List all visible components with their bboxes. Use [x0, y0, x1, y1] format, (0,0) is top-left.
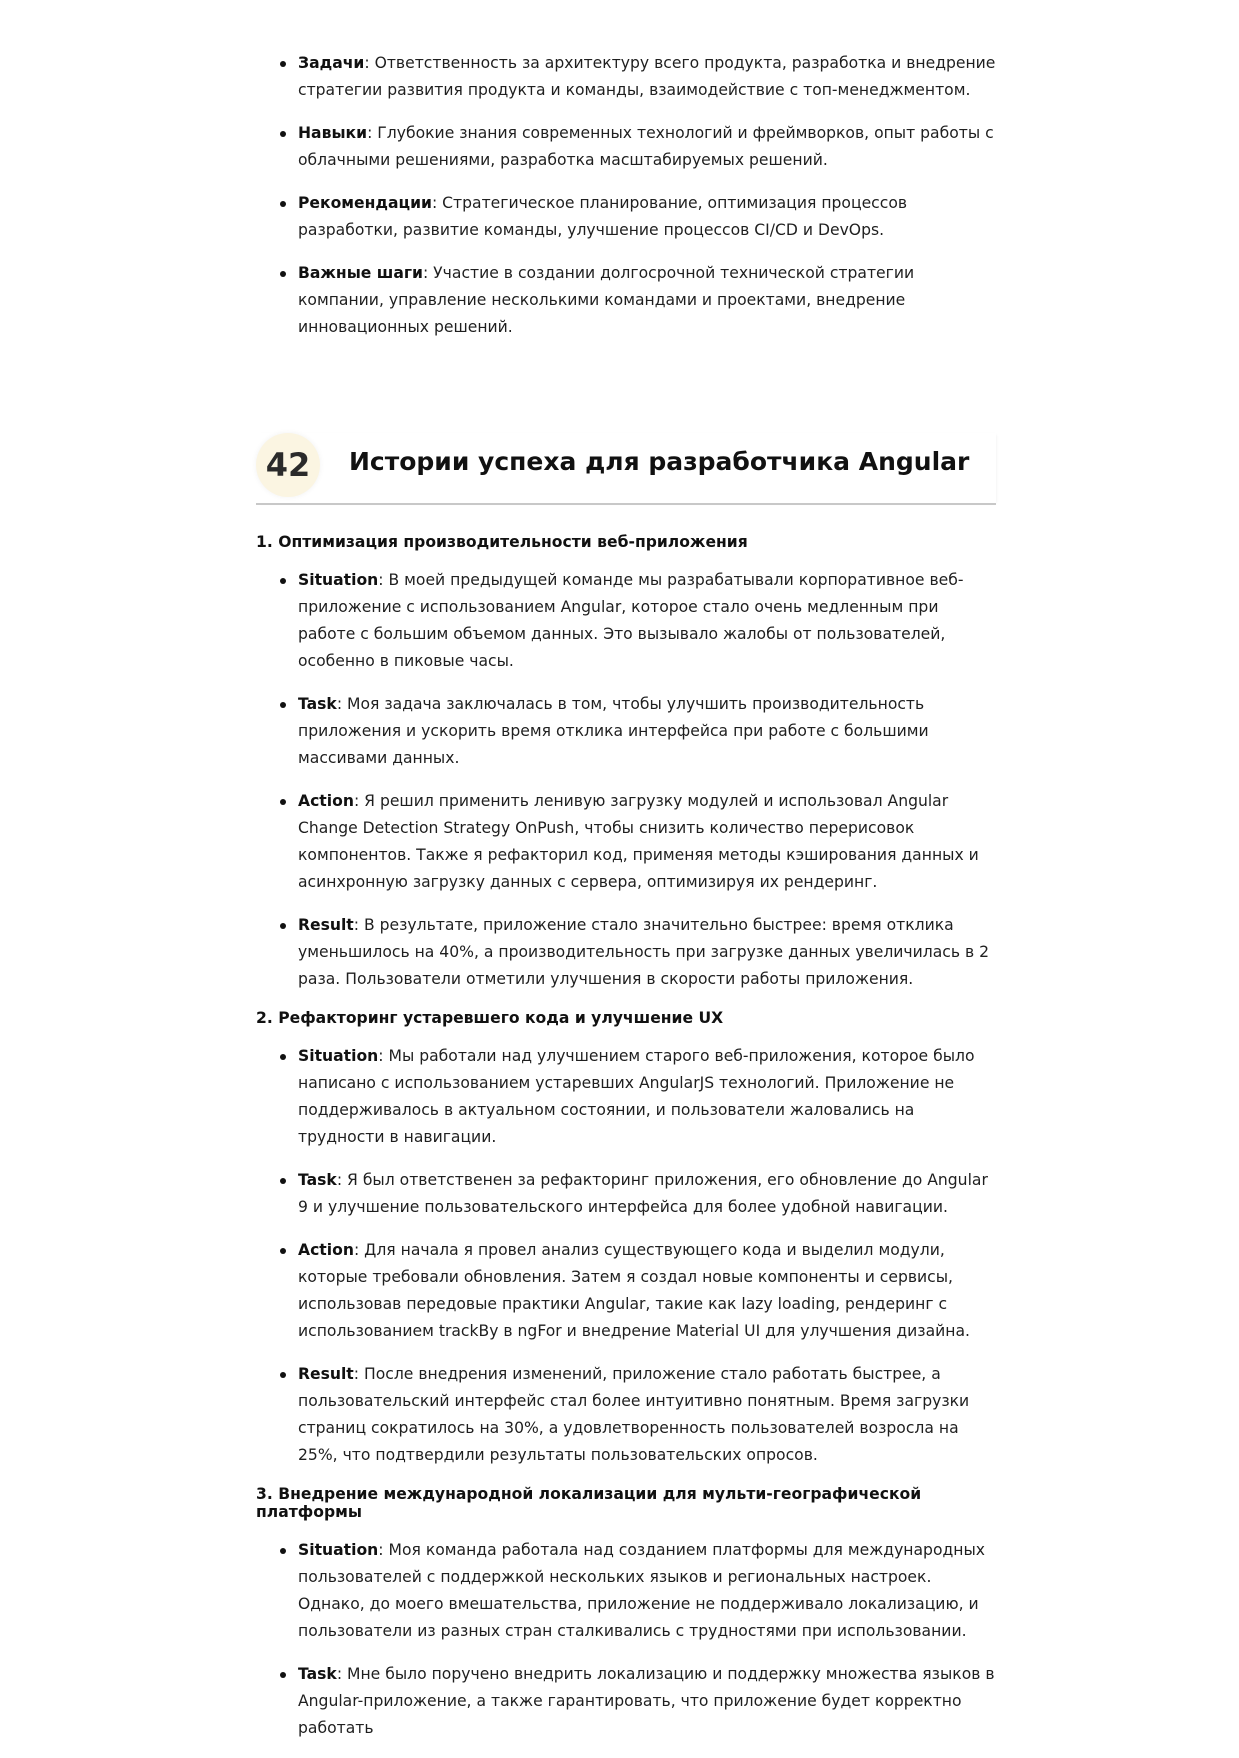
item-text: : Мне было поручено внедрить локализацию и поддержку множества языков в Angular-приложение, а также гарантировать, что приложение будет корректно работать [298, 1665, 995, 1737]
item-text: : Стратегическое планирование, оптимизация процессов разработки, развитие команды, улучшение процессов CI/CD и DevOps. [298, 194, 908, 239]
item-label: Situation [298, 1541, 379, 1559]
list-item [256, 912, 996, 993]
story-list [256, 1043, 996, 1469]
list-item [256, 120, 996, 174]
item-text: : В моей предыдущей команде мы разрабатывали корпоративное веб-приложение с использованием Angular, которое стало очень медленным при работе с большим объемом данных. Это вызывало жалобы от пользователей, особенно в пиковые часы. [298, 571, 964, 670]
item-label: Situation [298, 571, 379, 589]
item-text: : Мы работали над улучшением старого веб-приложения, которое было написано с использованием устаревших AngularJS технологий. Приложение не поддерживалось в актуальном состоянии, и пользователи жаловались на трудности в навигации. [298, 1047, 975, 1146]
story-list [256, 567, 996, 993]
section-title: Истории успеха для разработчика Angular [349, 447, 970, 476]
list-item [256, 691, 996, 772]
item-text: : После внедрения изменений, приложение стало работать быстрее, а пользовательский интерфейс стал более интуитивно понятным. Время загрузки страниц сократилось на 30%, а удовлетворенность пользователей возросла на 25%, что подтвердили результаты пользовательских опросов. [298, 1365, 970, 1464]
list-item [256, 1043, 996, 1151]
item-text: : Глубокие знания современных технологий и фреймворков, опыт работы с облачными решениями, разработка масштабируемых решений. [298, 124, 994, 169]
section-number-badge: 42 [256, 433, 320, 497]
item-label: Рекомендации [298, 194, 432, 212]
item-text: : Моя команда работала над созданием платформы для международных пользователей с поддержкой нескольких языков и региональных настроек. Однако, до моего вмешательства, приложение не поддерживало локализацию, и пользователи из разных стран сталкивались с трудностями при использовании. [298, 1541, 986, 1640]
item-text: : Я решил применить ленивую загрузку модулей и использовал Angular Change Detection Strategy OnPush, чтобы снизить количество перерисовок компонентов. Также я рефакторил код, применяя методы кэширования данных и асинхронную загрузку данных с сервера, оптимизируя их рендеринг. [298, 792, 979, 891]
item-label: Situation [298, 1047, 379, 1065]
intro-list [256, 50, 996, 341]
list-item [256, 1361, 996, 1469]
item-label: Result [298, 1365, 354, 1383]
document-content [256, 50, 996, 1758]
story-list [256, 1537, 996, 1742]
section-header [256, 433, 996, 505]
item-label: Навыки [298, 124, 368, 142]
item-text: : Для начала я провел анализ существующего кода и выделил модули, которые требовали обновления. Затем я создал новые компоненты и сервисы, использовав передовые практики Angular, такие как lazy loading, рендеринг с использованием trackBy в ngFor и внедрение Material UI для улучшения дизайна. [298, 1241, 971, 1340]
list-item [256, 567, 996, 675]
list-item [256, 190, 996, 244]
item-label: Result [298, 916, 354, 934]
story-title: 3. Внедрение международной локализации для мульти-географической платформы [256, 1485, 922, 1521]
list-item [256, 260, 996, 341]
list-item [256, 1237, 996, 1345]
item-label: Task [298, 1171, 337, 1189]
item-label: Action [298, 792, 354, 810]
item-label: Task [298, 695, 337, 713]
item-label: Задачи [298, 54, 365, 72]
list-item [256, 1167, 996, 1221]
list-item [256, 1661, 996, 1742]
list-item [256, 788, 996, 896]
list-item [256, 50, 996, 104]
item-text: : Ответственность за архитектуру всего продукта, разработка и внедрение стратегии развития продукта и команды, взаимодействие с топ-менеджментом. [298, 54, 996, 99]
item-text: : Участие в создании долгосрочной технической стратегии компании, управление несколькими командами и проектами, внедрение инновационных решений. [298, 264, 915, 336]
item-text: : Я был ответственен за рефакторинг приложения, его обновление до Angular 9 и улучшение пользовательского интерфейса для более удобной навигации. [298, 1171, 988, 1216]
item-label: Task [298, 1665, 337, 1683]
list-item [256, 1537, 996, 1645]
story-title: 2. Рефакторинг устаревшего кода и улучшение UX [256, 1009, 724, 1027]
item-label: Важные шаги [298, 264, 423, 282]
item-label: Action [298, 1241, 354, 1259]
story-title: 1. Оптимизация производительности веб-приложения [256, 533, 748, 551]
item-text: : Моя задача заключалась в том, чтобы улучшить производительность приложения и ускорить время отклика интерфейса при работе с большими массивами данных. [298, 695, 929, 767]
item-text: : В результате, приложение стало значительно быстрее: время отклика уменьшилось на 40%, а производительность при загрузке данных увеличилась в 2 раза. Пользователи отметили улучшения в скорости работы приложения. [298, 916, 990, 988]
